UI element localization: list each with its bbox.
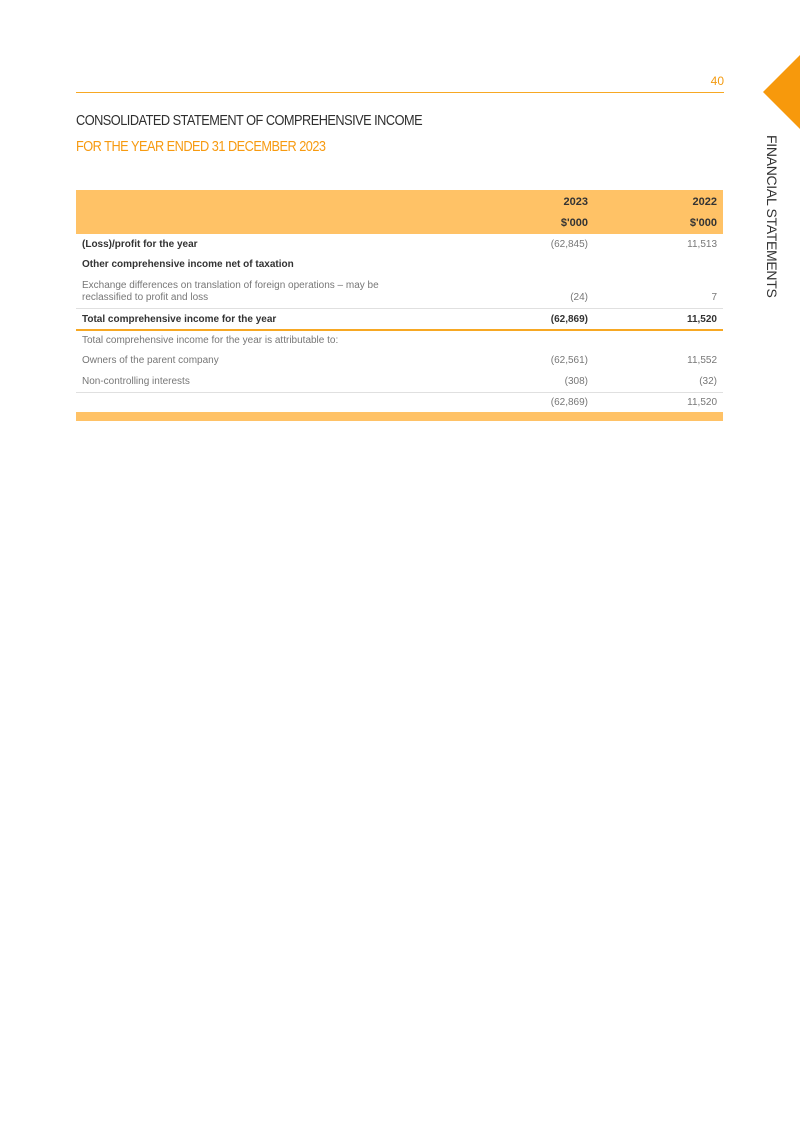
value-2023: (62,869) [550,397,588,408]
row-divider [76,308,723,309]
row-label: Other comprehensive income net of taxation [82,259,294,270]
value-2022: 11,513 [687,239,717,250]
value-2023: (308) [564,376,588,387]
page-number: 40 [710,74,724,88]
value-2023: (62,845) [550,239,588,250]
value-2023: (24) [570,292,588,303]
table-footer-band [76,412,723,421]
value-2022: 7 [711,292,717,303]
column-header-2022: 2022 [692,196,717,208]
column-header-2023: 2023 [563,196,588,208]
section-tab-label: FINANCIAL STATEMENTS [764,135,780,298]
page-subtitle: FOR THE YEAR ENDED 31 DECEMBER 2023 [76,138,326,155]
header-divider [76,92,724,93]
value-2023: (62,561) [550,355,588,366]
unit-header-2022: $'000 [689,217,717,229]
total-divider [76,329,723,331]
section-tab-triangle [763,55,800,129]
value-2023: (62,869) [550,314,588,325]
value-2022: 11,520 [687,397,717,408]
value-2022: (32) [699,376,717,387]
table-header [76,190,723,234]
value-2022: 11,520 [686,314,717,325]
row-label: Exchange differences on translation of foreign operations – may be [82,280,379,291]
row-label: Total comprehensive income for the year is attributable to: [82,335,339,346]
income-statement-table [76,190,723,408]
unit-header-2023: $'000 [560,217,588,229]
row-divider [76,392,723,393]
row-label-continued: reclassified to profit and loss [82,292,209,303]
row-label: (Loss)/profit for the year [82,239,198,250]
row-label: Total comprehensive income for the year [82,314,277,325]
page-title: CONSOLIDATED STATEMENT OF COMPREHENSIVE INCOME [76,112,423,129]
row-label: Non-controlling interests [82,376,190,387]
row-label: Owners of the parent company [82,355,219,366]
value-2022: 11,552 [687,355,717,366]
